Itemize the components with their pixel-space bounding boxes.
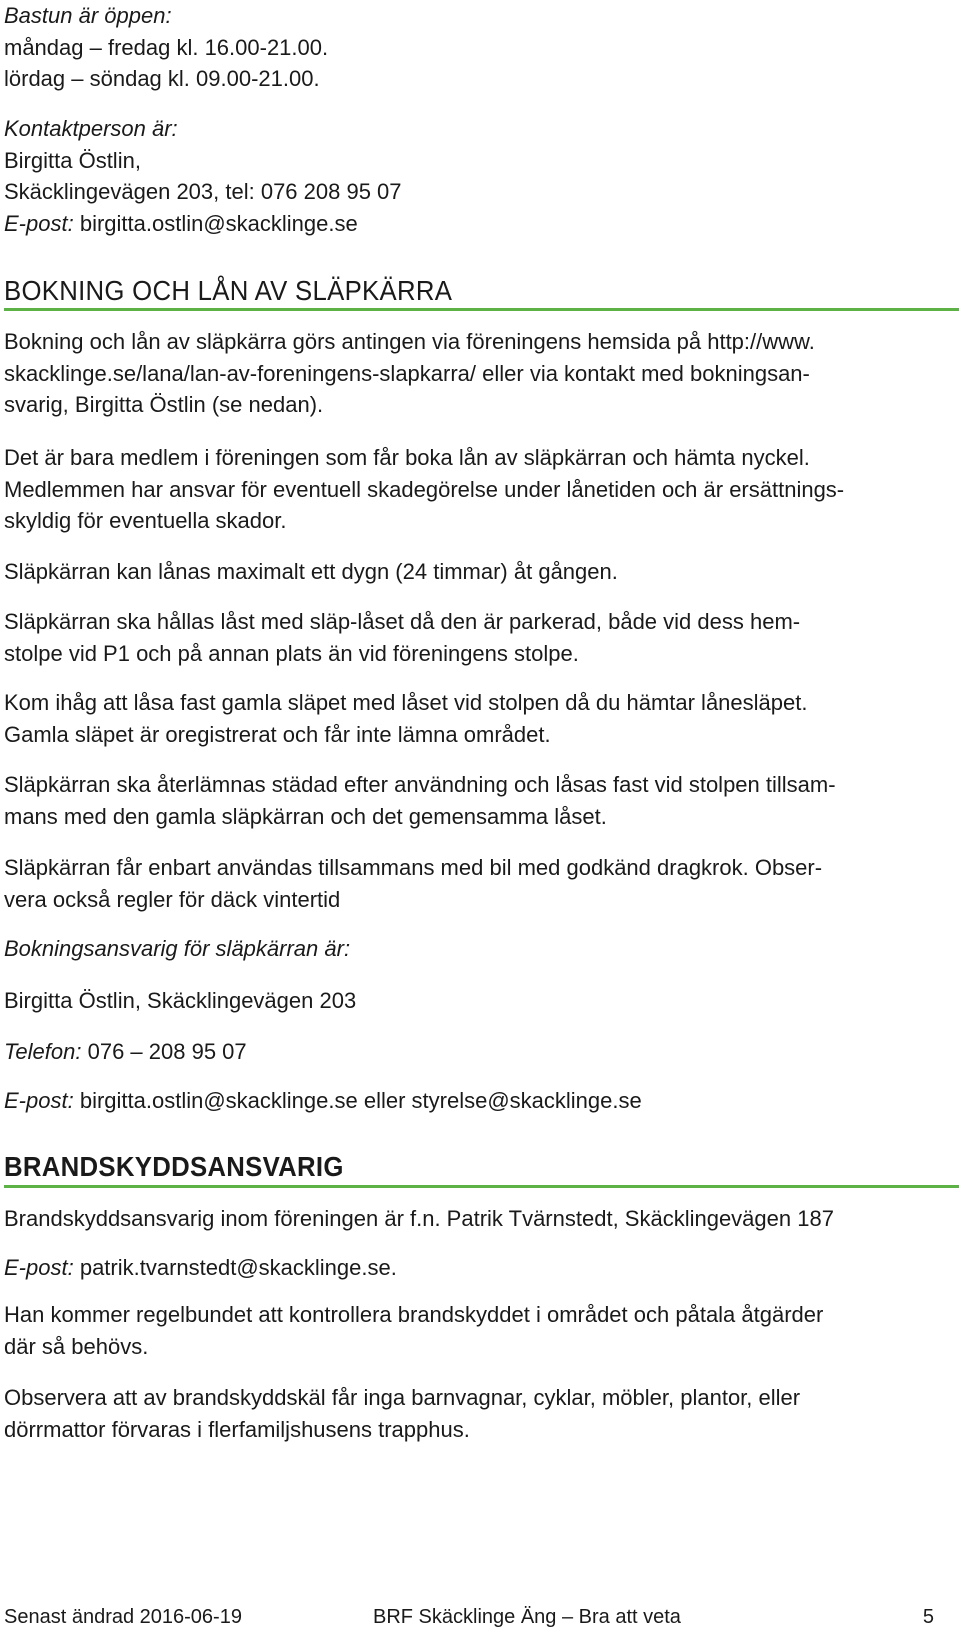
email-link[interactable]: patrik.tvarnstedt@skacklinge.se.: [79, 1255, 397, 1280]
trailer-paragraph-3: [4, 556, 960, 588]
paragraph-line: skacklinge.se/lana/lan-av-foreningens-slapkarra/ eller via kontakt med bokningsan-: [4, 360, 810, 386]
paragraph-line: Medlemmen har ansvar för eventuell skadegörelse under lånetiden och är ersättnings-: [4, 476, 845, 502]
sauna-hours-weekend: lördag – söndag kl. 09.00-21.00.: [4, 66, 320, 91]
section-heading-trailer: BOKNING OCH LÅN AV SLÄPKÄRRA: [4, 275, 453, 306]
trailer-paragraph-5: [4, 687, 960, 750]
fire-email: [4, 1252, 960, 1284]
paragraph-line: Kom ihåg att låsa fast gamla släpet med låset vid stolpen då du hämtar lånesläpet.: [4, 690, 808, 715]
paragraph-line: Bokning och lån av släpkärra görs antingen via föreningens hemsida på http://www.: [4, 329, 815, 354]
sauna-contact-address-phone: Skäcklingevägen 203, tel: 076 208 95 07: [4, 179, 402, 204]
email-label: E-post:: [4, 210, 74, 236]
email-label: E-post:: [4, 1088, 74, 1113]
trailer-paragraph-2: [4, 442, 960, 537]
heading-rule: [4, 308, 959, 311]
paragraph-line: mans med den gamla släpkärran och det gemensamma låset.: [4, 803, 607, 829]
trailer-email: [4, 1085, 960, 1117]
trailer-phone: [4, 1036, 960, 1068]
paragraph-line: Det är bara medlem i föreningen som får boka lån av släpkärran och hämta nyckel.: [4, 445, 810, 470]
heading-rule: [4, 1185, 959, 1188]
trailer-responsible-name: Birgitta Östlin, Skäcklingevägen 203: [4, 988, 357, 1013]
sauna-contact-email: [4, 208, 960, 240]
sauna-contact-label: Kontaktperson är:: [4, 116, 178, 141]
paragraph-line: dörrmattor förvaras i flerfamiljshusens trapphus.: [4, 1416, 470, 1442]
sauna-open-label: Bastun är öppen:: [4, 3, 172, 28]
fire-paragraph-1: Brandskyddsansvarig inom föreningen är f.n. Patrik Tvärnstedt, Skäcklingevägen 187: [4, 1206, 834, 1231]
fire-paragraph-2: [4, 1299, 960, 1362]
email-link[interactable]: birgitta.ostlin@skacklinge.se eller styrelse@skacklinge.se: [79, 1088, 642, 1113]
paragraph-line: där så behövs.: [4, 1333, 149, 1359]
paragraph-line: Gamla släpet är oregistrerat och får inte lämna området.: [4, 721, 551, 747]
trailer-paragraph-4: [4, 606, 960, 669]
email-label: E-post:: [4, 1255, 74, 1280]
paragraph-line: Släpkärran får enbart användas tillsammans med bil med godkänd dragkrok. Obser-: [4, 855, 823, 880]
fire-paragraph-3: [4, 1382, 960, 1445]
footer-last-changed: Senast ändrad 2016-06-19: [4, 1606, 242, 1628]
trailer-responsible-label: Bokningsansvarig för släpkärran är:: [4, 936, 351, 961]
phone-label: Telefon:: [4, 1039, 82, 1064]
trailer-paragraph-1: [4, 326, 960, 421]
paragraph-line: vera också regler för däck vintertid: [4, 886, 341, 912]
sauna-info: [4, 0, 960, 95]
paragraph-line: svarig, Birgitta Östlin (se nedan).: [4, 392, 324, 417]
section-heading-fire: BRANDSKYDDSANSVARIG: [4, 1151, 344, 1182]
paragraph-line: Släpkärran ska återlämnas städad efter användning och låsas fast vid stolpen tillsam-: [4, 772, 836, 797]
paragraph-line: stolpe vid P1 och på annan plats än vid föreningens stolpe.: [4, 640, 579, 666]
trailer-paragraph-7: [4, 852, 960, 915]
paragraph-line: Observera att av brandskyddskäl får inga barnvagnar, cyklar, möbler, plantor, eller: [4, 1385, 801, 1410]
phone-value: 076 – 208 95 07: [87, 1039, 247, 1064]
paragraph-line: Släpkärran ska hållas låst med släp-låset då den är parkerad, både vid dess hem-: [4, 609, 801, 634]
trailer-paragraph-6: [4, 769, 960, 832]
paragraph-line: skyldig för eventuella skador.: [4, 508, 287, 533]
sauna-contact: [4, 113, 960, 239]
paragraph-line: Släpkärran kan lånas maximalt ett dygn (24 timmar) åt gången.: [4, 559, 618, 584]
footer-title: BRF Skäcklinge Äng – Bra att veta: [373, 1606, 681, 1628]
footer-page-number: 5: [922, 1606, 934, 1628]
email-link[interactable]: birgitta.ostlin@skacklinge.se: [79, 210, 358, 236]
paragraph-line: Han kommer regelbundet att kontrollera brandskyddet i området och påtala åtgärder: [4, 1302, 824, 1327]
sauna-contact-name: Birgitta Östlin,: [4, 147, 141, 173]
sauna-hours-weekday: måndag – fredag kl. 16.00-21.00.: [4, 34, 329, 60]
